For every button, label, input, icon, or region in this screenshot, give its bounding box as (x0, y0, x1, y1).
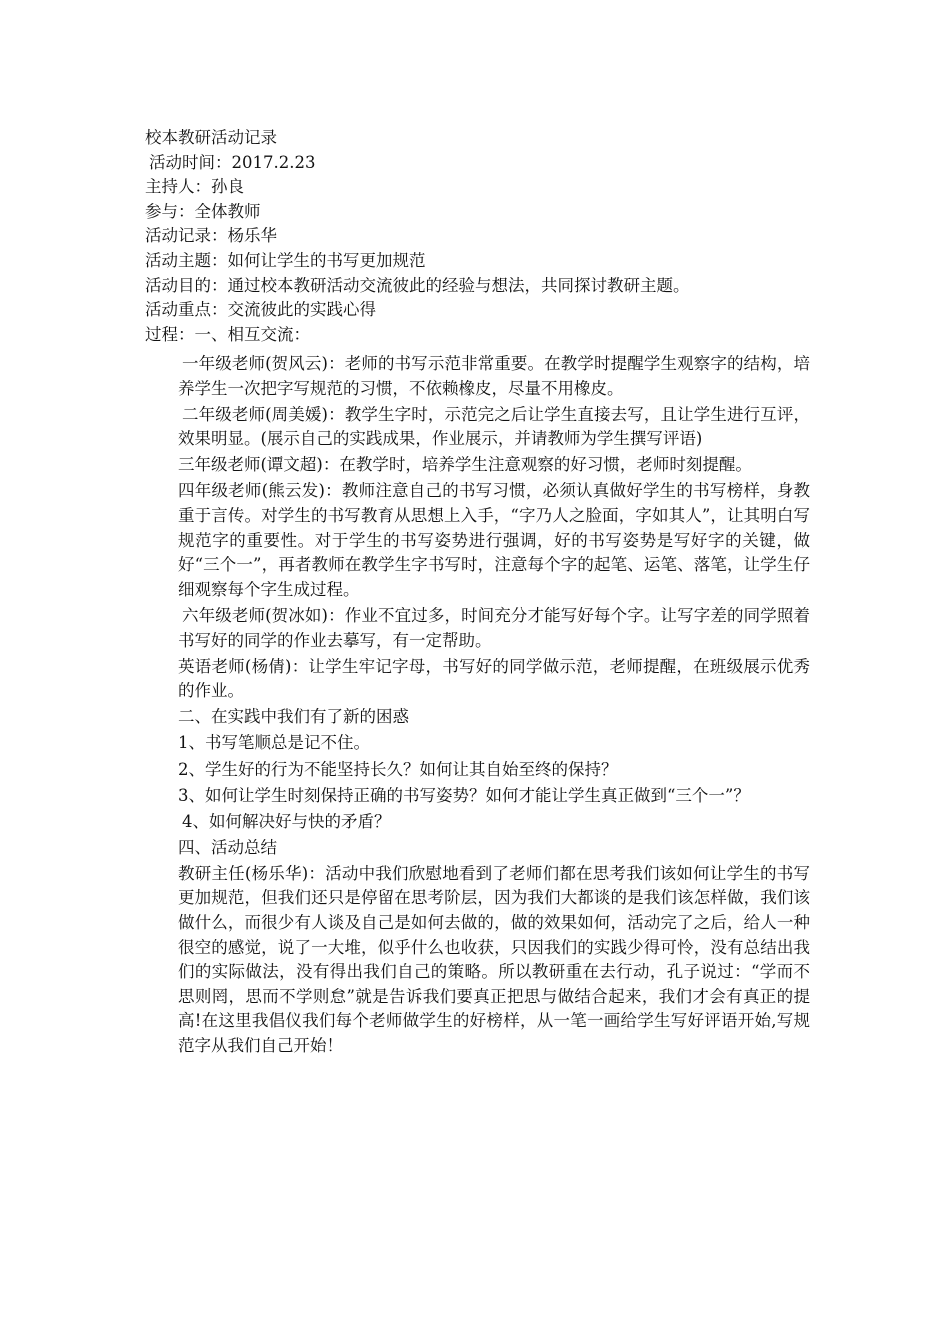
doc-title: 校本教研活动记录 (145, 128, 277, 147)
activity-purpose: 活动目的：通过校本教研活动交流彼此的经验与想法，共同探讨教研主题。 (145, 275, 690, 295)
grade3-remark: 三年级老师(谭文超)：在教学时，培养学生注意观察的好习惯，老师时刻提醒。 (178, 455, 752, 475)
host: 主持人：孙良 (145, 177, 244, 197)
grade1-remark: 一年级老师(贺风云)：老师的书写示范非常重要。在教学时提醒学生观察字的结构，培养学生一次把字写规范的习惯，不依赖橡皮，尽量不用橡皮。 (178, 354, 810, 398)
record-header (145, 126, 835, 347)
confusion-item: 1、书写笔顺总是记不住。 (178, 733, 370, 753)
activity-time: 活动时间：2017.2.23 (149, 152, 316, 172)
confusion-item: 3、如何让学生时刻保持正确的书写姿势？如何才能让学生真正做到“三个一”？ (178, 785, 750, 805)
summary-text: 教研主任(杨乐华)：活动中我们欣慰地看到了老师们都在思考我们该如何让学生的书写更加规范，但我们还只是停留在思考阶层，因为我们大都谈的是我们该怎样做，我们该做什么，而很少有人谈及自己是如何去做的，做的效果如何，活动完了之后，给人一种很空的感觉，说了一大堆，似乎什么也收获，只因我们的实践少得可怜，没有总结出我们的实际做法，没有得出我们自己的策略。所以教研重在去行动，孔子说过：“学而不思则罔，思而不学则怠”就是告诉我们要真正把思与做结合起来，我们才会有真正的提高!在这里我倡仪我们每个老师做学生的好榜样，从一笔一画给学生写好评语开始,写规范字从我们自己开始！ (178, 863, 810, 1056)
confusion-item: 2、学生好的行为不能坚持长久？如何让其自始至终的保持？ (178, 759, 618, 779)
grade6-remark: 六年级老师(贺冰如)：作业不宜过多，时间充分才能写好每个字。让写字差的同学照着书写好的同学的作业去摹写，有一定帮助。 (178, 605, 810, 650)
grade4-remark: 四年级老师(熊云发)：教师注意自己的书写习惯，必须认真做好学生的书写榜样，身教重于言传。对学生的书写教育从思想上入手，“字乃人之脸面，字如其人”，让其明白写规范字的重要性。对于学生的书写姿势进行强调，好的书写姿势是写好字的关键，做好“三个一”，再者教师在教学生字书写时，注意每个字的起笔、运笔、落笔，让学生仔细观察每个字生成过程。 (178, 481, 810, 599)
record-body (178, 352, 810, 1060)
grade2-remark: 二年级老师(周美媛)：教学生字时，示范完之后让学生直接去写，且让学生进行互评，效果明显。(展示自己的实践成果，作业展示，并请教师为学生撰写评语) (178, 404, 810, 449)
participants: 参与：全体教师 (145, 201, 261, 221)
recorder: 活动记录：杨乐华 (145, 226, 277, 246)
activity-theme: 活动主题：如何让学生的书写更加规范 (145, 250, 426, 270)
confusion-heading: 二、在实践中我们有了新的困惑 (178, 707, 409, 727)
summary-heading: 四、活动总结 (178, 837, 277, 857)
english-remark: 英语老师(杨倩)：让学生牢记字母，书写好的同学做示范，老师提醒，在班级展示优秀的作业。 (178, 656, 810, 701)
activity-focus: 活动重点：交流彼此的实践心得 (145, 300, 376, 320)
process-heading: 过程：一、相互交流： (145, 324, 310, 344)
confusion-item: 4、如何解决好与快的矛盾？ (182, 811, 391, 831)
